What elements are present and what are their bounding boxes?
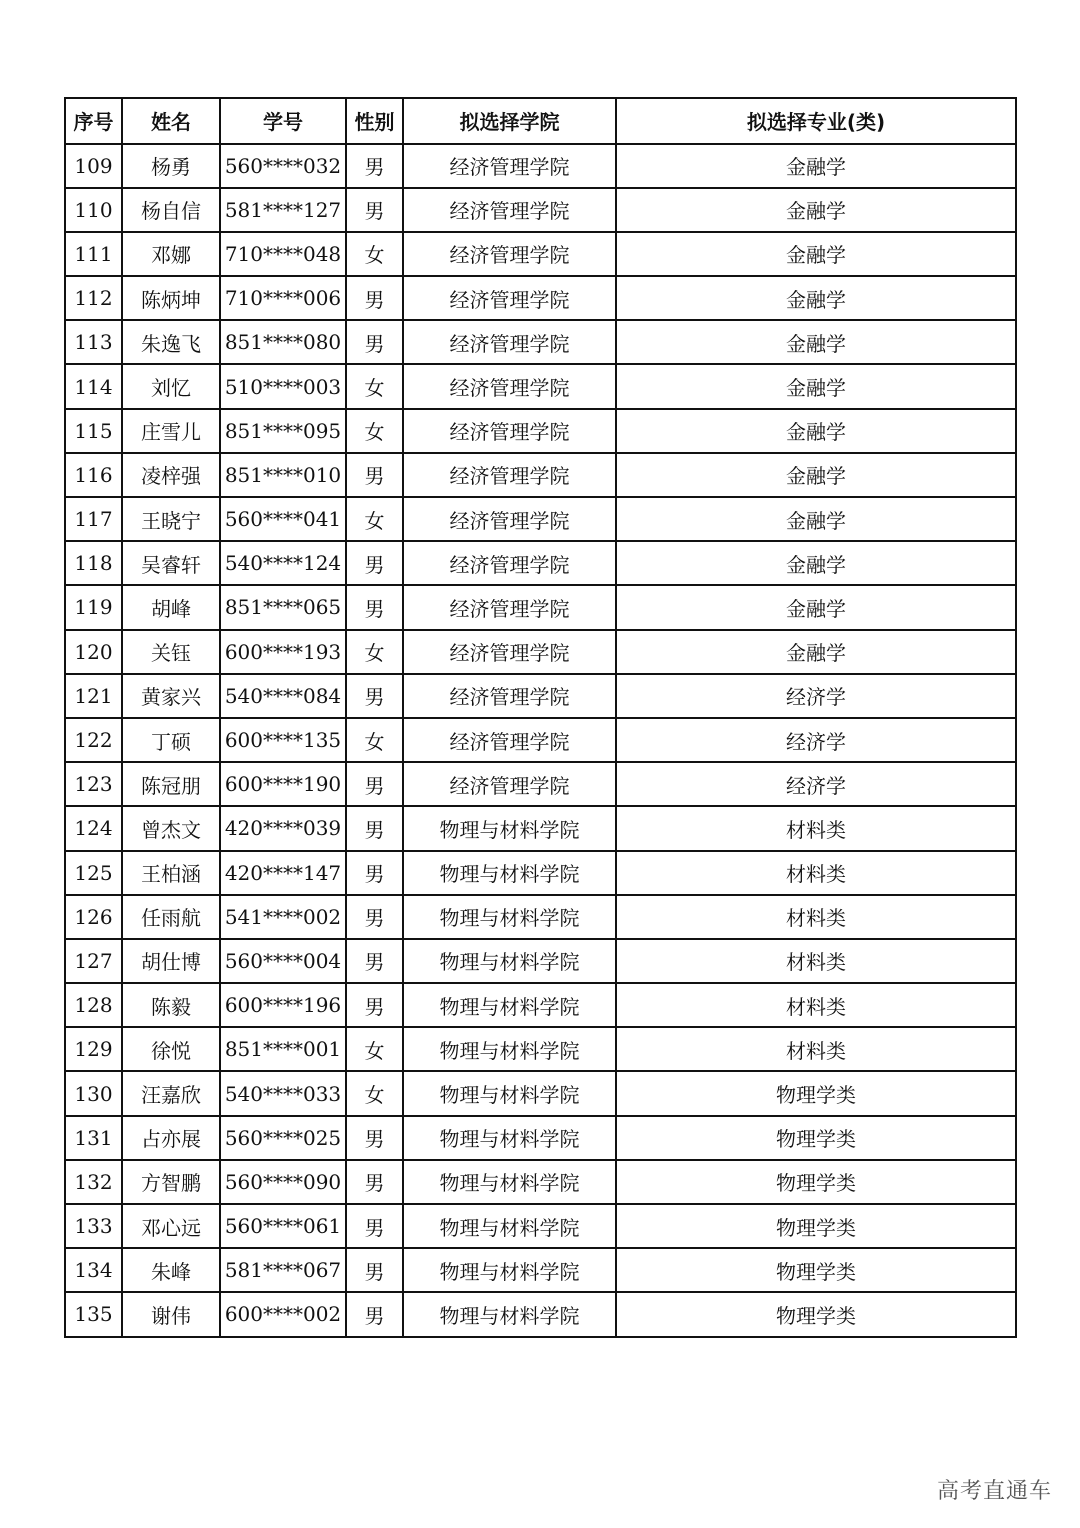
cell-major: 材料类 xyxy=(616,1027,1016,1071)
cell-seq: 120 xyxy=(65,630,122,674)
cell-college: 物理与材料学院 xyxy=(403,1292,616,1336)
cell-name: 凌梓强 xyxy=(122,453,220,497)
table-row xyxy=(65,983,1016,1027)
cell-college: 经济管理学院 xyxy=(403,188,616,232)
cell-college: 物理与材料学院 xyxy=(403,1160,616,1204)
cell-gender: 女 xyxy=(346,718,403,762)
cell-major: 金融学 xyxy=(616,630,1016,674)
cell-gender: 男 xyxy=(346,1116,403,1160)
cell-major: 材料类 xyxy=(616,806,1016,850)
cell-college: 经济管理学院 xyxy=(403,585,616,629)
table-row xyxy=(65,1248,1016,1292)
cell-student-id: 540****033 xyxy=(220,1071,346,1115)
table-row xyxy=(65,364,1016,408)
cell-seq: 119 xyxy=(65,585,122,629)
cell-seq: 135 xyxy=(65,1292,122,1336)
cell-major: 材料类 xyxy=(616,895,1016,939)
cell-student-id: 710****048 xyxy=(220,232,346,276)
cell-student-id: 560****041 xyxy=(220,497,346,541)
cell-college: 物理与材料学院 xyxy=(403,851,616,895)
cell-college: 经济管理学院 xyxy=(403,453,616,497)
cell-seq: 118 xyxy=(65,541,122,585)
cell-college: 物理与材料学院 xyxy=(403,1248,616,1292)
cell-name: 谢伟 xyxy=(122,1292,220,1336)
header-gender: 性别 xyxy=(346,98,403,144)
cell-gender: 男 xyxy=(346,762,403,806)
cell-seq: 116 xyxy=(65,453,122,497)
cell-gender: 男 xyxy=(346,453,403,497)
cell-seq: 122 xyxy=(65,718,122,762)
cell-seq: 114 xyxy=(65,364,122,408)
cell-seq: 125 xyxy=(65,851,122,895)
cell-name: 邓娜 xyxy=(122,232,220,276)
cell-gender: 男 xyxy=(346,851,403,895)
cell-name: 黄家兴 xyxy=(122,674,220,718)
cell-college: 经济管理学院 xyxy=(403,276,616,320)
table-row xyxy=(65,144,1016,188)
cell-major: 金融学 xyxy=(616,320,1016,364)
table-row xyxy=(65,409,1016,453)
cell-name: 曾杰文 xyxy=(122,806,220,850)
cell-name: 杨自信 xyxy=(122,188,220,232)
cell-seq: 121 xyxy=(65,674,122,718)
watermark: 高考直通车 xyxy=(936,1479,1052,1504)
cell-gender: 男 xyxy=(346,1292,403,1336)
cell-gender: 男 xyxy=(346,276,403,320)
cell-name: 胡仕博 xyxy=(122,939,220,983)
cell-college: 物理与材料学院 xyxy=(403,939,616,983)
cell-student-id: 540****084 xyxy=(220,674,346,718)
cell-gender: 男 xyxy=(346,1248,403,1292)
cell-student-id: 510****003 xyxy=(220,364,346,408)
cell-gender: 女 xyxy=(346,630,403,674)
table-row xyxy=(65,453,1016,497)
cell-gender: 男 xyxy=(346,939,403,983)
cell-major: 金融学 xyxy=(616,585,1016,629)
cell-name: 汪嘉欣 xyxy=(122,1071,220,1115)
cell-seq: 111 xyxy=(65,232,122,276)
cell-student-id: 581****127 xyxy=(220,188,346,232)
table-row xyxy=(65,762,1016,806)
table-row xyxy=(65,1027,1016,1071)
student-table xyxy=(64,97,1017,1338)
cell-college: 物理与材料学院 xyxy=(403,895,616,939)
cell-gender: 男 xyxy=(346,1160,403,1204)
cell-name: 吴睿轩 xyxy=(122,541,220,585)
cell-seq: 123 xyxy=(65,762,122,806)
cell-gender: 男 xyxy=(346,674,403,718)
cell-major: 金融学 xyxy=(616,188,1016,232)
cell-major: 金融学 xyxy=(616,541,1016,585)
cell-college: 经济管理学院 xyxy=(403,409,616,453)
cell-name: 邓心远 xyxy=(122,1204,220,1248)
cell-student-id: 851****095 xyxy=(220,409,346,453)
cell-seq: 126 xyxy=(65,895,122,939)
cell-student-id: 851****080 xyxy=(220,320,346,364)
cell-college: 经济管理学院 xyxy=(403,232,616,276)
cell-seq: 133 xyxy=(65,1204,122,1248)
cell-major: 物理学类 xyxy=(616,1292,1016,1336)
table-row xyxy=(65,630,1016,674)
cell-name: 胡峰 xyxy=(122,585,220,629)
cell-seq: 124 xyxy=(65,806,122,850)
cell-college: 经济管理学院 xyxy=(403,762,616,806)
cell-name: 占亦展 xyxy=(122,1116,220,1160)
cell-student-id: 851****010 xyxy=(220,453,346,497)
cell-gender: 女 xyxy=(346,364,403,408)
cell-name: 陈炳坤 xyxy=(122,276,220,320)
cell-gender: 男 xyxy=(346,806,403,850)
cell-major: 经济学 xyxy=(616,674,1016,718)
cell-gender: 女 xyxy=(346,232,403,276)
cell-college: 物理与材料学院 xyxy=(403,1204,616,1248)
cell-seq: 134 xyxy=(65,1248,122,1292)
header-student-id: 学号 xyxy=(220,98,346,144)
cell-student-id: 420****039 xyxy=(220,806,346,850)
cell-gender: 男 xyxy=(346,320,403,364)
cell-seq: 129 xyxy=(65,1027,122,1071)
cell-student-id: 600****002 xyxy=(220,1292,346,1336)
header-seq: 序号 xyxy=(65,98,122,144)
header-row xyxy=(65,98,1016,144)
cell-college: 物理与材料学院 xyxy=(403,983,616,1027)
cell-seq: 112 xyxy=(65,276,122,320)
header-major: 拟选择专业(类) xyxy=(616,98,1016,144)
cell-seq: 115 xyxy=(65,409,122,453)
cell-seq: 113 xyxy=(65,320,122,364)
cell-name: 陈毅 xyxy=(122,983,220,1027)
cell-name: 关钰 xyxy=(122,630,220,674)
cell-gender: 男 xyxy=(346,585,403,629)
cell-name: 徐悦 xyxy=(122,1027,220,1071)
table-row xyxy=(65,1071,1016,1115)
table-row xyxy=(65,1292,1016,1336)
cell-college: 物理与材料学院 xyxy=(403,806,616,850)
cell-student-id: 710****006 xyxy=(220,276,346,320)
table-row xyxy=(65,718,1016,762)
cell-student-id: 600****135 xyxy=(220,718,346,762)
cell-student-id: 600****193 xyxy=(220,630,346,674)
cell-major: 金融学 xyxy=(616,144,1016,188)
cell-name: 庄雪儿 xyxy=(122,409,220,453)
cell-gender: 男 xyxy=(346,895,403,939)
cell-gender: 女 xyxy=(346,1027,403,1071)
table-row xyxy=(65,320,1016,364)
cell-major: 金融学 xyxy=(616,364,1016,408)
cell-student-id: 581****067 xyxy=(220,1248,346,1292)
table-header xyxy=(65,98,1016,144)
cell-name: 陈冠朋 xyxy=(122,762,220,806)
table-row xyxy=(65,674,1016,718)
cell-name: 方智鹏 xyxy=(122,1160,220,1204)
cell-major: 物理学类 xyxy=(616,1116,1016,1160)
cell-student-id: 540****124 xyxy=(220,541,346,585)
cell-seq: 109 xyxy=(65,144,122,188)
table-row xyxy=(65,276,1016,320)
cell-major: 物理学类 xyxy=(616,1248,1016,1292)
cell-college: 物理与材料学院 xyxy=(403,1071,616,1115)
cell-gender: 男 xyxy=(346,983,403,1027)
cell-college: 经济管理学院 xyxy=(403,718,616,762)
cell-major: 经济学 xyxy=(616,718,1016,762)
cell-gender: 男 xyxy=(346,541,403,585)
cell-gender: 女 xyxy=(346,409,403,453)
table-row xyxy=(65,232,1016,276)
table-row xyxy=(65,541,1016,585)
cell-gender: 女 xyxy=(346,1071,403,1115)
cell-major: 物理学类 xyxy=(616,1071,1016,1115)
cell-name: 朱峰 xyxy=(122,1248,220,1292)
cell-seq: 130 xyxy=(65,1071,122,1115)
cell-major: 材料类 xyxy=(616,851,1016,895)
cell-student-id: 560****004 xyxy=(220,939,346,983)
cell-student-id: 541****002 xyxy=(220,895,346,939)
table-row xyxy=(65,1204,1016,1248)
cell-name: 刘忆 xyxy=(122,364,220,408)
cell-student-id: 420****147 xyxy=(220,851,346,895)
cell-seq: 131 xyxy=(65,1116,122,1160)
cell-college: 经济管理学院 xyxy=(403,497,616,541)
cell-seq: 132 xyxy=(65,1160,122,1204)
header-college: 拟选择学院 xyxy=(403,98,616,144)
cell-major: 材料类 xyxy=(616,983,1016,1027)
cell-student-id: 560****025 xyxy=(220,1116,346,1160)
cell-seq: 128 xyxy=(65,983,122,1027)
cell-major: 物理学类 xyxy=(616,1160,1016,1204)
cell-name: 朱逸飞 xyxy=(122,320,220,364)
cell-major: 金融学 xyxy=(616,453,1016,497)
table-row xyxy=(65,1160,1016,1204)
cell-name: 杨勇 xyxy=(122,144,220,188)
cell-gender: 男 xyxy=(346,144,403,188)
cell-major: 金融学 xyxy=(616,276,1016,320)
table-row xyxy=(65,1116,1016,1160)
cell-college: 经济管理学院 xyxy=(403,674,616,718)
table-row xyxy=(65,188,1016,232)
cell-name: 任雨航 xyxy=(122,895,220,939)
table-row xyxy=(65,851,1016,895)
cell-college: 物理与材料学院 xyxy=(403,1116,616,1160)
table-row xyxy=(65,895,1016,939)
cell-major: 物理学类 xyxy=(616,1204,1016,1248)
cell-gender: 男 xyxy=(346,188,403,232)
cell-college: 经济管理学院 xyxy=(403,364,616,408)
cell-seq: 127 xyxy=(65,939,122,983)
cell-college: 经济管理学院 xyxy=(403,144,616,188)
table-row xyxy=(65,585,1016,629)
cell-major: 金融学 xyxy=(616,497,1016,541)
cell-college: 经济管理学院 xyxy=(403,541,616,585)
cell-college: 经济管理学院 xyxy=(403,630,616,674)
cell-gender: 女 xyxy=(346,497,403,541)
cell-seq: 110 xyxy=(65,188,122,232)
header-name: 姓名 xyxy=(122,98,220,144)
cell-student-id: 560****032 xyxy=(220,144,346,188)
cell-name: 丁硕 xyxy=(122,718,220,762)
cell-student-id: 560****090 xyxy=(220,1160,346,1204)
cell-major: 材料类 xyxy=(616,939,1016,983)
cell-student-id: 600****190 xyxy=(220,762,346,806)
cell-name: 王晓宁 xyxy=(122,497,220,541)
table-row xyxy=(65,939,1016,983)
cell-seq: 117 xyxy=(65,497,122,541)
cell-gender: 男 xyxy=(346,1204,403,1248)
cell-college: 经济管理学院 xyxy=(403,320,616,364)
cell-name: 王柏涵 xyxy=(122,851,220,895)
cell-major: 金融学 xyxy=(616,232,1016,276)
table-row xyxy=(65,497,1016,541)
cell-student-id: 560****061 xyxy=(220,1204,346,1248)
cell-college: 物理与材料学院 xyxy=(403,1027,616,1071)
cell-major: 经济学 xyxy=(616,762,1016,806)
cell-student-id: 600****196 xyxy=(220,983,346,1027)
table-body xyxy=(65,144,1016,1337)
cell-student-id: 851****001 xyxy=(220,1027,346,1071)
cell-major: 金融学 xyxy=(616,409,1016,453)
cell-student-id: 851****065 xyxy=(220,585,346,629)
table-row xyxy=(65,806,1016,850)
